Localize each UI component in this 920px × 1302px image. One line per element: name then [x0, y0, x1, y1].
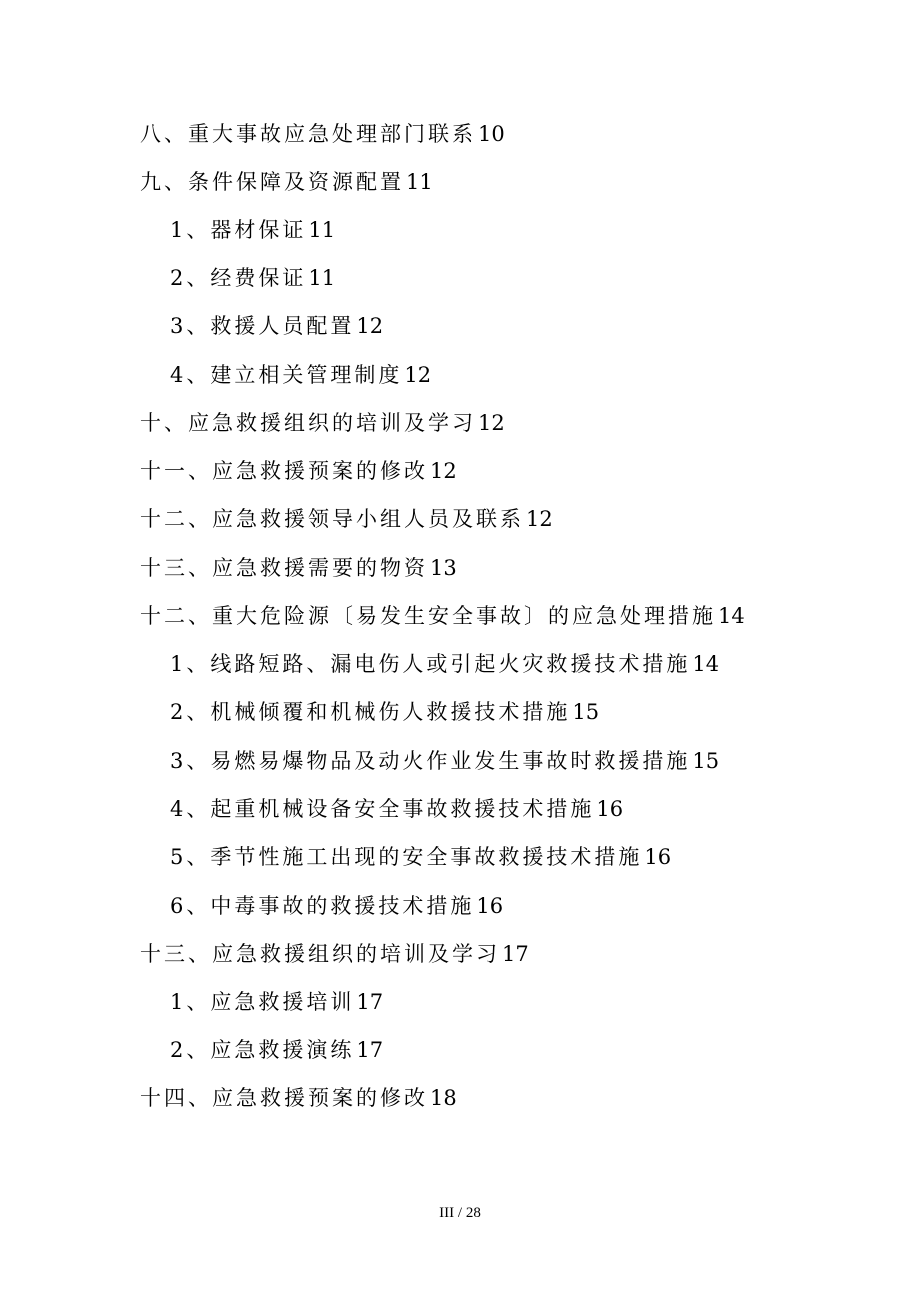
toc-entry-page: 10	[478, 122, 505, 146]
toc-entry-page: 12	[430, 459, 457, 483]
toc-entry-title: 4、起重机械设备安全事故救援技术措施	[170, 797, 595, 821]
toc-entry-title: 十三、应急救援需要的物资	[140, 556, 428, 580]
toc-entry[interactable]	[170, 362, 431, 388]
toc-entry-title: 十二、重大危险源〔易发生安全事故〕的应急处理措施	[140, 604, 716, 628]
toc-entry-page: 11	[406, 170, 433, 194]
toc-entry-title: 八、重大事故应急处理部门联系	[140, 122, 476, 146]
toc-entry-page: 12	[526, 507, 553, 531]
toc-entry[interactable]	[170, 699, 599, 725]
toc-entry-title: 2、经费保证	[170, 266, 307, 290]
toc-entry-title: 4、建立相关管理制度	[170, 363, 403, 387]
toc-entry-title: 2、应急救援演练	[170, 1038, 355, 1062]
toc-entry[interactable]	[140, 169, 433, 195]
toc-entry[interactable]	[170, 265, 335, 291]
toc-entry[interactable]	[170, 748, 719, 774]
toc-entry[interactable]	[170, 651, 719, 677]
toc-entry-title: 十三、应急救援组织的培训及学习	[140, 942, 500, 966]
toc-entry[interactable]	[170, 313, 383, 339]
toc-entry[interactable]	[140, 1085, 457, 1111]
toc-entry[interactable]	[170, 989, 383, 1015]
toc-entry-page: 16	[476, 894, 504, 918]
toc-entry-page: 17	[356, 990, 384, 1014]
toc-entry-page: 12	[356, 314, 384, 338]
toc-entry-title: 十一、应急救援预案的修改	[140, 459, 428, 483]
toc-entry-page: 16	[596, 797, 624, 821]
toc-entry[interactable]	[170, 1037, 383, 1063]
toc-entry-title: 5、季节性施工出现的安全事故救援技术措施	[170, 845, 643, 869]
toc-entry-title: 2、机械倾覆和机械伤人救援技术措施	[170, 700, 571, 724]
toc-entry-page: 13	[430, 556, 457, 580]
toc-entry-page: 12	[404, 363, 432, 387]
toc-entry[interactable]	[140, 458, 457, 484]
toc-entry[interactable]	[140, 121, 505, 147]
toc-entry[interactable]	[140, 410, 505, 436]
toc-entry-page: 11	[308, 218, 336, 242]
toc-entry[interactable]	[170, 217, 335, 243]
toc-entry[interactable]	[140, 941, 529, 967]
toc-entry-title: 1、器材保证	[170, 218, 307, 242]
toc-entry-page: 14	[718, 604, 745, 628]
toc-entry[interactable]	[170, 844, 671, 870]
toc-entry-page: 14	[692, 652, 720, 676]
toc-entry-page: 17	[356, 1038, 384, 1062]
toc-entry-page: 17	[502, 942, 529, 966]
toc-entry-title: 3、救援人员配置	[170, 314, 355, 338]
toc-entry-page: 11	[308, 266, 336, 290]
toc-entry-title: 十、应急救援组织的培训及学习	[140, 411, 476, 435]
toc-entry-page: 16	[644, 845, 672, 869]
toc-entry-page: 18	[430, 1086, 457, 1110]
toc-entry-page: 15	[572, 700, 600, 724]
toc-entry[interactable]	[140, 555, 457, 581]
toc-entry-title: 十二、应急救援领导小组人员及联系	[140, 507, 524, 531]
toc-entry[interactable]	[140, 603, 745, 629]
toc-entry-title: 6、中毒事故的救援技术措施	[170, 894, 475, 918]
page-number-footer: III / 28	[439, 1205, 481, 1221]
toc-entry[interactable]	[170, 893, 503, 919]
toc-entry-title: 十四、应急救援预案的修改	[140, 1086, 428, 1110]
toc-entry[interactable]	[140, 506, 553, 532]
toc-entry-title: 1、应急救援培训	[170, 990, 355, 1014]
toc-entry-page: 12	[478, 411, 505, 435]
toc-entry-title: 九、条件保障及资源配置	[140, 170, 404, 194]
toc-entry-title: 3、易燃易爆物品及动火作业发生事故时救援措施	[170, 749, 691, 773]
toc-entry-page: 15	[692, 749, 720, 773]
toc-entry-title: 1、线路短路、漏电伤人或引起火灾救援技术措施	[170, 652, 691, 676]
toc-entry[interactable]	[170, 796, 623, 822]
